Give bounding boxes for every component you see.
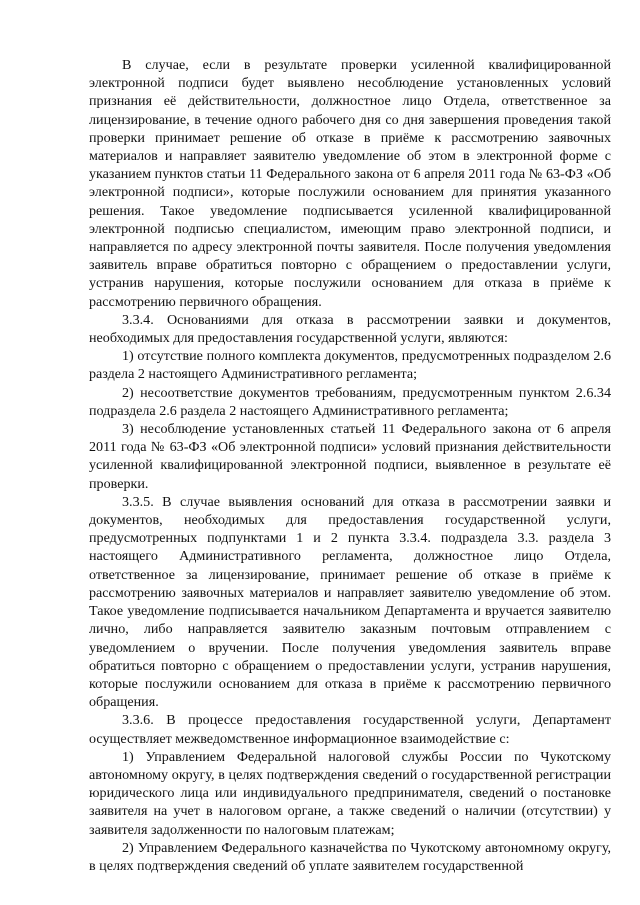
list-item-3-3-4-1: 1) отсутствие полного комплекта документов, предусмотренных подразделом 2.6 раздела 2 настоящего Административного регламента;	[89, 348, 611, 383]
paragraph-3-3-5: 3.3.5. В случае выявления оснований для отказа в рассмотрении заявки и документов, необходимых для предоставления государственной услуги, предусмотренных подпунктами 1 и 2 пункта 3.3.4. подраздела 3.3. раздела 3 настоящего Административного регламента, должностное лицо Отдела, ответственное за лицензирование, принимает решение об отказе в приёме к рассмотрению заявочных материалов и направляет заявителю уведомление об этом. Такое уведомление подписывается начальником Департамента и вручается заявителю лично, либо направляется заявителю заказным почтовым отправлением с уведомлением о вручении. После получения уведомления заявитель вправе обратиться повторно с обращением о предоставлении услуги, устранив нарушения, которые послужили основанием для отказа в приёме к рассмотрению первичного обращения.	[89, 493, 611, 711]
paragraph-3-3-6: 3.3.6. В процессе предоставления государственной услуги, Департамент осуществляет межведомственное информационное взаимодействие с:	[89, 712, 611, 747]
list-item-3-3-4-2: 2) несоответствие документов требованиям, предусмотренным пунктом 2.6.34 подраздела 2.6 раздела 2 настоящего Административного регламента;	[89, 384, 611, 419]
list-item-3-3-6-2: 2) Управлением Федерального казначейства по Чукотскому автономному округу, в целях подтверждения сведений об уплате заявителем государственной	[89, 839, 611, 874]
list-item-3-3-4-3: 3) несоблюдение установленных статьей 11 Федерального закона от 6 апреля 2011 года № 63-ФЗ «Об электронной подписи» условий признания действительности усиленной квалифицированной электронной подписи, выявленное в результате её проверки.	[89, 421, 611, 492]
paragraph-3-3-4: 3.3.4. Основаниями для отказа в рассмотрении заявки и документов, необходимых для предоставления государственной услуги, являются:	[89, 311, 611, 347]
list-item-3-3-6-1: 1) Управлением Федеральной налоговой службы России по Чукотскому автономному округу, в целях подтверждения сведений о государственной регистрации юридического лица или индивидуального предпринимателя, сведений о постановке заявителя на учет в налоговом органе, а также сведений о наличии (отсутствии) у заявителя задолженности по налоговым платежам;	[89, 748, 611, 838]
paragraph-signature-verification-refusal: В случае, если в результате проверки усиленной квалифицированной электронной подписи будет выявлено несоблюдение установленных условий признания её действительности, должностное лицо Отдела, ответственное за лицензирование, в течение одного рабочего дня со дня завершения проведения такой проверки принимает решение об отказе в приёме к рассмотрению заявочных материалов и направляет заявителю уведомление об этом в электронной форме с указанием пунктов статьи 11 Федерального закона от 6 апреля 2011 года № 63-ФЗ «Об электронной подписи», которые послужили основанием для принятия указанного решения. Такое уведомление подписывается усиленной квалифицированной электронной подписью специалистом, имеющим право электронной подписи, и направляется по адресу электронной почты заявителя. После получения уведомления заявитель вправе обратиться повторно с обращением о предоставлении услуги, устранив нарушения, которые послужили основанием для отказа в приёме к рассмотрению первичного обращения.	[89, 57, 611, 310]
